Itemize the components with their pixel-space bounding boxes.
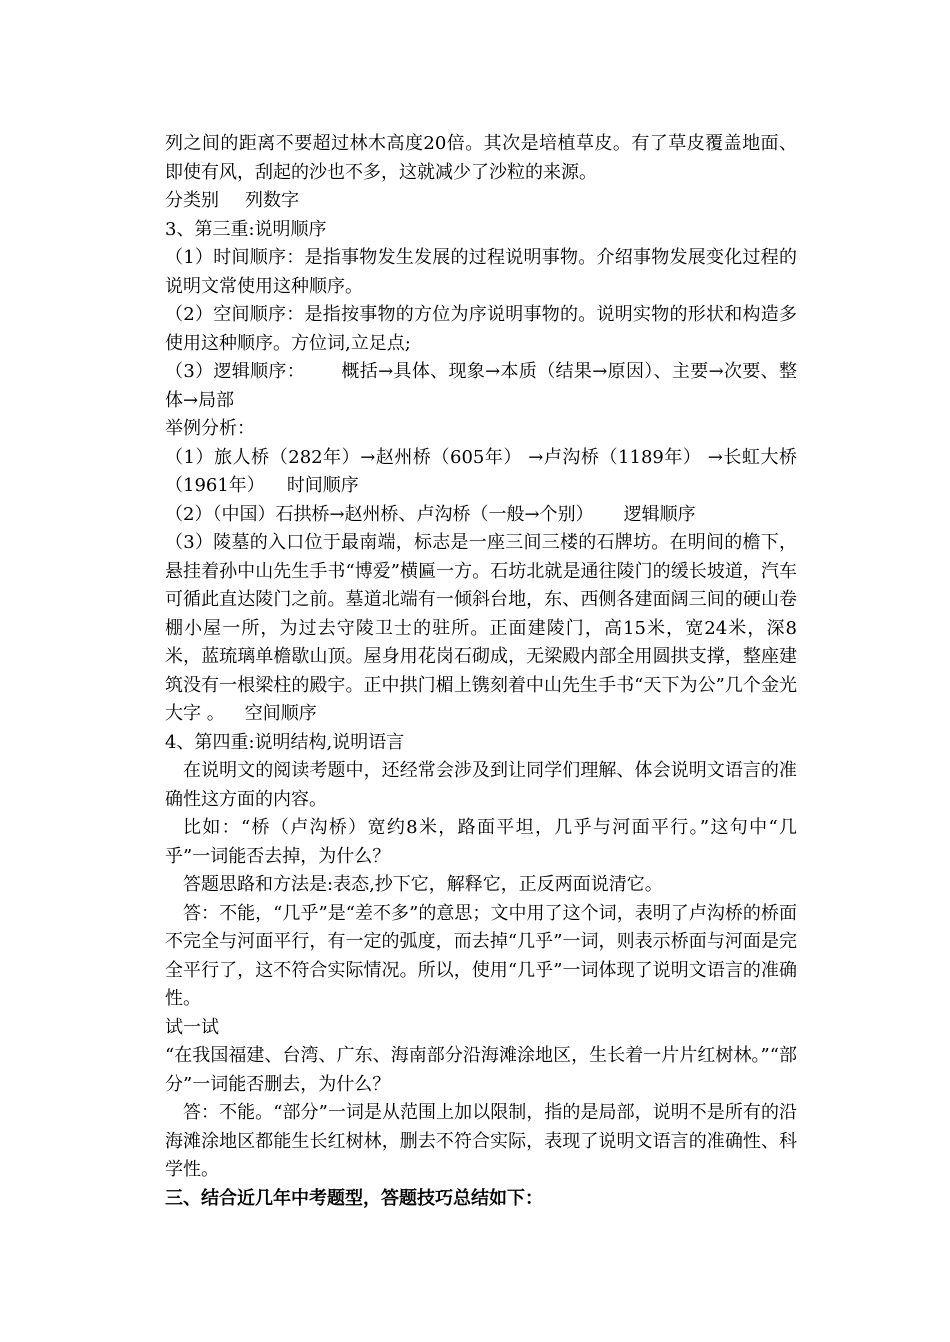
logic-order-label: （3）逻辑顺序：: [165, 361, 306, 382]
paragraph-answer-example: 答：不能，“几乎”是“差不多”的意思；文中用了这个词，表明了卢沟桥的桥面不完全与河面平行，有一定的弧度，而去掉“几乎”一词，则表示桥面与河面是完全平行了，这不符合实际情况。所以，使用“几乎”一词体现了说明文语言的准确性。: [165, 902, 797, 1009]
example-1-answer: 时间顺序: [286, 475, 359, 496]
method-classify: 分类别: [165, 190, 219, 211]
paragraph-try-question: “在我国福建、台湾、广东、海南部分沿海滩涂地区，生长着一片片红树林。”“部分”一词能否删去，为什么？: [165, 1045, 797, 1095]
heading-examples: 举例分析：: [165, 418, 255, 439]
example-2: [165, 501, 797, 530]
paragraph-methods: [165, 187, 797, 216]
paragraph-answer-method: 答题思路和方法是:表态,抄下它，解释它，正反两面说清它。: [183, 874, 663, 895]
paragraph-question-example: 比如：“桥（卢沟桥）宽约8米，路面平坦，几乎与河面平行。”这句中“几乎”一词能否去掉，为什么？: [165, 817, 797, 867]
example-2-answer: 逻辑顺序: [623, 503, 696, 525]
example-3-text: （3）陵墓的入口位于最南端，标志是一座三间三楼的石牌坊。在明间的檐下，悬挂着孙中山先生手书“博爱”横匾一方。石坊北就是通往陵门的缓长坡道，汽车可循此直达陵门之前。墓道北端有一倾斜台地，东、西侧各建面阔三间的硬山卷棚小屋一所，为过去守陵卫士的驻所。正面建陵门，高15米，宽24米，深8米，蓝琉璃单檐歇山顶。屋身用花岗石砌成，无梁殿内部全用圆拱支撑，整座建筑没有一根梁柱的殿宇。正中拱门楣上镌刻着中山先生手书“天下为公”几个金光大字 。: [165, 532, 797, 724]
document-body: [165, 130, 797, 1213]
paragraph-sand-control: 列之间的距离不要超过林木高度20倍。其次是培植草皮。有了草皮覆盖地面、即使有风，刮起的沙也不多，这就减少了沙粒的来源。: [165, 133, 797, 183]
example-1: [165, 444, 797, 501]
paragraph-logic-order: [165, 358, 797, 415]
example-1-text: （1）旅人桥（282年）→赵州桥（605年） →卢沟桥（1189年） →长虹大桥（1961年）: [165, 446, 797, 496]
logic-order-detail: 概括→具体、现象→本质（结果→原因）、主要→次要、整体→局部: [165, 361, 797, 411]
paragraph-time-order: （1）时间顺序：是指事物发生发展的过程说明事物。介绍事物发展变化过程的说明文常使用这种顺序。: [165, 247, 797, 297]
heading-order: 3、第三重:说明顺序: [165, 218, 327, 240]
example-3: [165, 529, 797, 729]
heading-structure-language: 4、第四重:说明结构,说明语言: [165, 731, 405, 753]
example-2-text: （2）（中国）石拱桥→赵州桥、卢沟桥（一般→个别）: [165, 503, 594, 525]
method-numbers: 列数字: [245, 190, 299, 211]
heading-try: 试一试: [165, 1016, 219, 1038]
paragraph-space-order: （2）空间顺序：是指按事物的方位为序说明事物的。说明实物的形状和构造多使用这种顺序。方位词,立足点;: [165, 304, 797, 354]
section-heading-three: 三、结合近几年中考题型，答题技巧总结如下：: [165, 1187, 543, 1209]
paragraph-try-answer: 答：不能。“部分”一词是从范围上加以限制，指的是局部，说明不是所有的沿海滩涂地区都能生长红树林，删去不符合实际，表现了说明文语言的准确性、科学性。: [165, 1102, 797, 1180]
paragraph-language-intro: 在说明文的阅读考题中，还经常会涉及到让同学们理解、体会说明文语言的准确性这方面的内容。: [165, 760, 797, 810]
example-3-answer: 空间顺序: [244, 703, 317, 724]
